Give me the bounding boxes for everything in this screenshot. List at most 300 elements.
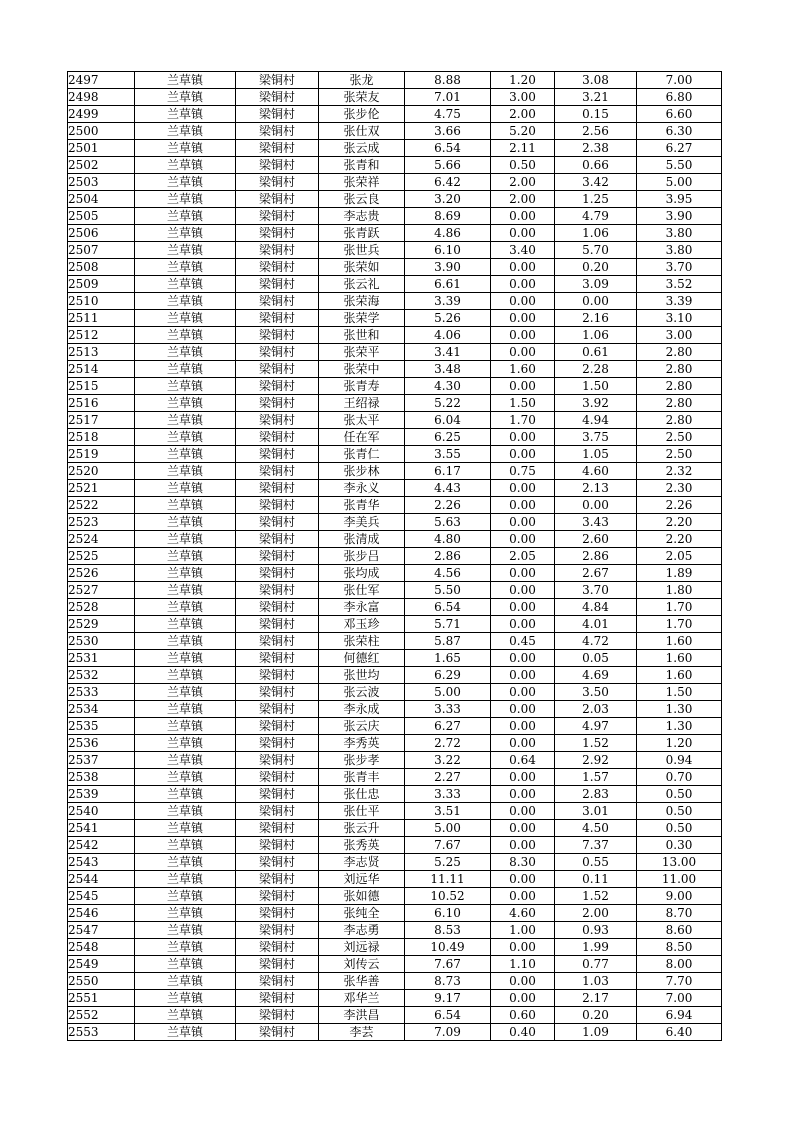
name-cell: 李永成: [319, 701, 405, 718]
value-cell-2: 0.64: [491, 752, 555, 769]
village-cell: 梁铜村: [236, 446, 319, 463]
table-row: [68, 259, 722, 276]
village-cell: 梁铜村: [236, 259, 319, 276]
table-row: [68, 395, 722, 412]
value-cell-3: 0.93: [555, 922, 637, 939]
value-cell-3: 0.00: [555, 293, 637, 310]
name-cell: 张青和: [319, 157, 405, 174]
row-number: 2550: [68, 973, 135, 990]
value-cell-4: 5.00: [637, 174, 722, 191]
value-cell-2: 0.00: [491, 225, 555, 242]
village-cell: 梁铜村: [236, 123, 319, 140]
town-cell: 兰草镇: [135, 378, 236, 395]
name-cell: 张荣友: [319, 89, 405, 106]
table-row: [68, 310, 722, 327]
value-cell-1: 4.75: [405, 106, 491, 123]
name-cell: 张如德: [319, 888, 405, 905]
village-cell: 梁铜村: [236, 956, 319, 973]
value-cell-4: 8.50: [637, 939, 722, 956]
value-cell-3: 3.75: [555, 429, 637, 446]
table-row: [68, 497, 722, 514]
table-body: [68, 72, 722, 1041]
town-cell: 兰草镇: [135, 667, 236, 684]
value-cell-2: 1.10: [491, 956, 555, 973]
name-cell: 何德红: [319, 650, 405, 667]
value-cell-3: 1.52: [555, 735, 637, 752]
name-cell: 张步吕: [319, 548, 405, 565]
village-cell: 梁铜村: [236, 72, 319, 89]
town-cell: 兰草镇: [135, 412, 236, 429]
name-cell: 李志勇: [319, 922, 405, 939]
town-cell: 兰草镇: [135, 786, 236, 803]
row-number: 2497: [68, 72, 135, 89]
value-cell-3: 1.06: [555, 327, 637, 344]
value-cell-4: 2.26: [637, 497, 722, 514]
town-cell: 兰草镇: [135, 293, 236, 310]
table-row: [68, 106, 722, 123]
village-cell: 梁铜村: [236, 667, 319, 684]
value-cell-3: 3.09: [555, 276, 637, 293]
value-cell-4: 1.89: [637, 565, 722, 582]
value-cell-4: 7.70: [637, 973, 722, 990]
row-number: 2549: [68, 956, 135, 973]
value-cell-2: 1.50: [491, 395, 555, 412]
value-cell-4: 6.60: [637, 106, 722, 123]
value-cell-3: 2.56: [555, 123, 637, 140]
value-cell-2: 0.00: [491, 735, 555, 752]
table-row: [68, 633, 722, 650]
value-cell-1: 2.27: [405, 769, 491, 786]
name-cell: 李秀英: [319, 735, 405, 752]
name-cell: 张仕忠: [319, 786, 405, 803]
village-cell: 梁铜村: [236, 497, 319, 514]
town-cell: 兰草镇: [135, 242, 236, 259]
village-cell: 梁铜村: [236, 514, 319, 531]
value-cell-4: 3.10: [637, 310, 722, 327]
town-cell: 兰草镇: [135, 956, 236, 973]
row-number: 2548: [68, 939, 135, 956]
value-cell-1: 5.50: [405, 582, 491, 599]
value-cell-3: 0.05: [555, 650, 637, 667]
table-row: [68, 72, 722, 89]
row-number: 2523: [68, 514, 135, 531]
village-cell: 梁铜村: [236, 395, 319, 412]
value-cell-2: 3.40: [491, 242, 555, 259]
table-row: [68, 582, 722, 599]
value-cell-4: 3.80: [637, 242, 722, 259]
value-cell-4: 3.80: [637, 225, 722, 242]
village-cell: 梁铜村: [236, 837, 319, 854]
value-cell-4: 2.20: [637, 531, 722, 548]
village-cell: 梁铜村: [236, 939, 319, 956]
value-cell-4: 2.80: [637, 412, 722, 429]
value-cell-4: 8.70: [637, 905, 722, 922]
value-cell-4: 0.30: [637, 837, 722, 854]
value-cell-2: 0.00: [491, 650, 555, 667]
town-cell: 兰草镇: [135, 89, 236, 106]
row-number: 2539: [68, 786, 135, 803]
value-cell-3: 3.43: [555, 514, 637, 531]
value-cell-4: 2.32: [637, 463, 722, 480]
value-cell-2: 0.00: [491, 701, 555, 718]
value-cell-4: 1.30: [637, 718, 722, 735]
value-cell-1: 3.39: [405, 293, 491, 310]
value-cell-3: 2.00: [555, 905, 637, 922]
town-cell: 兰草镇: [135, 701, 236, 718]
table-row: [68, 1007, 722, 1024]
value-cell-3: 2.92: [555, 752, 637, 769]
name-cell: 张青华: [319, 497, 405, 514]
village-cell: 梁铜村: [236, 531, 319, 548]
village-cell: 梁铜村: [236, 565, 319, 582]
name-cell: 刘远华: [319, 871, 405, 888]
row-number: 2531: [68, 650, 135, 667]
table-row: [68, 599, 722, 616]
name-cell: 邓华兰: [319, 990, 405, 1007]
village-cell: 梁铜村: [236, 378, 319, 395]
value-cell-2: 0.00: [491, 497, 555, 514]
village-cell: 梁铜村: [236, 327, 319, 344]
value-cell-3: 1.99: [555, 939, 637, 956]
value-cell-1: 1.65: [405, 650, 491, 667]
village-cell: 梁铜村: [236, 208, 319, 225]
name-cell: 张龙: [319, 72, 405, 89]
value-cell-4: 7.00: [637, 990, 722, 1007]
value-cell-2: 1.00: [491, 922, 555, 939]
value-cell-2: 0.00: [491, 531, 555, 548]
village-cell: 梁铜村: [236, 361, 319, 378]
value-cell-4: 9.00: [637, 888, 722, 905]
village-cell: 梁铜村: [236, 718, 319, 735]
value-cell-2: 1.20: [491, 72, 555, 89]
value-cell-2: 0.00: [491, 718, 555, 735]
value-cell-1: 4.80: [405, 531, 491, 548]
value-cell-3: 7.37: [555, 837, 637, 854]
name-cell: 李志贤: [319, 854, 405, 871]
table-row: [68, 973, 722, 990]
name-cell: 张步孝: [319, 752, 405, 769]
village-cell: 梁铜村: [236, 480, 319, 497]
village-cell: 梁铜村: [236, 905, 319, 922]
name-cell: 张云升: [319, 820, 405, 837]
table-row: [68, 293, 722, 310]
table-row: [68, 871, 722, 888]
village-cell: 梁铜村: [236, 616, 319, 633]
row-number: 2499: [68, 106, 135, 123]
town-cell: 兰草镇: [135, 582, 236, 599]
table-row: [68, 786, 722, 803]
value-cell-3: 4.60: [555, 463, 637, 480]
value-cell-2: 0.00: [491, 786, 555, 803]
village-cell: 梁铜村: [236, 973, 319, 990]
name-cell: 张纯全: [319, 905, 405, 922]
value-cell-4: 3.95: [637, 191, 722, 208]
value-cell-4: 8.00: [637, 956, 722, 973]
value-cell-1: 3.66: [405, 123, 491, 140]
value-cell-3: 2.03: [555, 701, 637, 718]
row-number: 2517: [68, 412, 135, 429]
table-row: [68, 1024, 722, 1041]
value-cell-4: 2.80: [637, 361, 722, 378]
row-number: 2511: [68, 310, 135, 327]
table-row: [68, 242, 722, 259]
name-cell: 李永义: [319, 480, 405, 497]
table-row: [68, 939, 722, 956]
value-cell-1: 3.48: [405, 361, 491, 378]
name-cell: 邓玉珍: [319, 616, 405, 633]
table-row: [68, 174, 722, 191]
value-cell-2: 0.00: [491, 565, 555, 582]
village-cell: 梁铜村: [236, 803, 319, 820]
value-cell-1: 7.01: [405, 89, 491, 106]
village-cell: 梁铜村: [236, 242, 319, 259]
value-cell-3: 0.20: [555, 259, 637, 276]
town-cell: 兰草镇: [135, 616, 236, 633]
value-cell-3: 1.57: [555, 769, 637, 786]
value-cell-2: 0.00: [491, 769, 555, 786]
value-cell-4: 7.00: [637, 72, 722, 89]
name-cell: 张荣海: [319, 293, 405, 310]
value-cell-3: 1.09: [555, 1024, 637, 1041]
table-row: [68, 276, 722, 293]
village-cell: 梁铜村: [236, 650, 319, 667]
value-cell-3: 3.42: [555, 174, 637, 191]
village-cell: 梁铜村: [236, 990, 319, 1007]
name-cell: 张华善: [319, 973, 405, 990]
value-cell-2: 0.00: [491, 582, 555, 599]
town-cell: 兰草镇: [135, 327, 236, 344]
value-cell-3: 4.79: [555, 208, 637, 225]
row-number: 2541: [68, 820, 135, 837]
town-cell: 兰草镇: [135, 72, 236, 89]
village-cell: 梁铜村: [236, 1007, 319, 1024]
row-number: 2538: [68, 769, 135, 786]
name-cell: 张清成: [319, 531, 405, 548]
village-cell: 梁铜村: [236, 310, 319, 327]
row-number: 2551: [68, 990, 135, 1007]
town-cell: 兰草镇: [135, 497, 236, 514]
value-cell-4: 13.00: [637, 854, 722, 871]
village-cell: 梁铜村: [236, 463, 319, 480]
value-cell-4: 0.50: [637, 786, 722, 803]
value-cell-2: 8.30: [491, 854, 555, 871]
value-cell-2: 0.00: [491, 259, 555, 276]
table-row: [68, 854, 722, 871]
value-cell-1: 6.61: [405, 276, 491, 293]
table-row: [68, 803, 722, 820]
value-cell-4: 2.80: [637, 378, 722, 395]
value-cell-4: 1.70: [637, 599, 722, 616]
name-cell: 张荣柱: [319, 633, 405, 650]
value-cell-4: 2.20: [637, 514, 722, 531]
row-number: 2509: [68, 276, 135, 293]
row-number: 2528: [68, 599, 135, 616]
town-cell: 兰草镇: [135, 208, 236, 225]
value-cell-2: 4.60: [491, 905, 555, 922]
value-cell-4: 1.50: [637, 684, 722, 701]
name-cell: 李永富: [319, 599, 405, 616]
value-cell-2: 0.50: [491, 157, 555, 174]
village-cell: 梁铜村: [236, 888, 319, 905]
table-row: [68, 956, 722, 973]
value-cell-3: 2.13: [555, 480, 637, 497]
row-number: 2521: [68, 480, 135, 497]
value-cell-1: 6.10: [405, 905, 491, 922]
value-cell-4: 1.30: [637, 701, 722, 718]
value-cell-3: 2.28: [555, 361, 637, 378]
value-cell-1: 6.42: [405, 174, 491, 191]
row-number: 2537: [68, 752, 135, 769]
value-cell-2: 0.40: [491, 1024, 555, 1041]
name-cell: 张世均: [319, 667, 405, 684]
table-row: [68, 89, 722, 106]
row-number: 2552: [68, 1007, 135, 1024]
table-row: [68, 888, 722, 905]
value-cell-1: 5.87: [405, 633, 491, 650]
row-number: 2536: [68, 735, 135, 752]
town-cell: 兰草镇: [135, 939, 236, 956]
village-cell: 梁铜村: [236, 922, 319, 939]
value-cell-3: 3.50: [555, 684, 637, 701]
value-cell-1: 7.67: [405, 837, 491, 854]
value-cell-3: 2.60: [555, 531, 637, 548]
value-cell-4: 0.50: [637, 803, 722, 820]
town-cell: 兰草镇: [135, 633, 236, 650]
row-number: 2547: [68, 922, 135, 939]
value-cell-1: 3.22: [405, 752, 491, 769]
table-row: [68, 820, 722, 837]
value-cell-4: 2.05: [637, 548, 722, 565]
town-cell: 兰草镇: [135, 140, 236, 157]
table-row: [68, 463, 722, 480]
value-cell-3: 4.69: [555, 667, 637, 684]
value-cell-2: 0.00: [491, 378, 555, 395]
village-cell: 梁铜村: [236, 548, 319, 565]
table-row: [68, 548, 722, 565]
value-cell-4: 1.60: [637, 650, 722, 667]
value-cell-2: 0.00: [491, 616, 555, 633]
table-row: [68, 327, 722, 344]
name-cell: 张青丰: [319, 769, 405, 786]
village-cell: 梁铜村: [236, 429, 319, 446]
value-cell-2: 0.00: [491, 684, 555, 701]
town-cell: 兰草镇: [135, 599, 236, 616]
town-cell: 兰草镇: [135, 344, 236, 361]
name-cell: 李芸: [319, 1024, 405, 1041]
value-cell-1: 4.56: [405, 565, 491, 582]
household-table: [67, 71, 722, 1041]
value-cell-1: 4.43: [405, 480, 491, 497]
village-cell: 梁铜村: [236, 344, 319, 361]
value-cell-1: 5.00: [405, 684, 491, 701]
value-cell-4: 3.52: [637, 276, 722, 293]
village-cell: 梁铜村: [236, 752, 319, 769]
value-cell-2: 0.00: [491, 990, 555, 1007]
table-row: [68, 718, 722, 735]
value-cell-3: 0.61: [555, 344, 637, 361]
town-cell: 兰草镇: [135, 514, 236, 531]
table-row: [68, 378, 722, 395]
value-cell-1: 6.17: [405, 463, 491, 480]
value-cell-1: 6.10: [405, 242, 491, 259]
town-cell: 兰草镇: [135, 888, 236, 905]
value-cell-2: 3.00: [491, 89, 555, 106]
row-number: 2534: [68, 701, 135, 718]
value-cell-4: 1.70: [637, 616, 722, 633]
value-cell-1: 10.52: [405, 888, 491, 905]
value-cell-1: 5.66: [405, 157, 491, 174]
table-row: [68, 769, 722, 786]
town-cell: 兰草镇: [135, 820, 236, 837]
name-cell: 张步伦: [319, 106, 405, 123]
table-row: [68, 140, 722, 157]
table-row: [68, 208, 722, 225]
village-cell: 梁铜村: [236, 786, 319, 803]
value-cell-1: 5.71: [405, 616, 491, 633]
value-cell-4: 2.80: [637, 395, 722, 412]
value-cell-2: 1.60: [491, 361, 555, 378]
row-number: 2542: [68, 837, 135, 854]
row-number: 2503: [68, 174, 135, 191]
row-number: 2515: [68, 378, 135, 395]
name-cell: 刘远禄: [319, 939, 405, 956]
name-cell: 张青寿: [319, 378, 405, 395]
row-number: 2526: [68, 565, 135, 582]
table-row: [68, 123, 722, 140]
name-cell: 张荣中: [319, 361, 405, 378]
name-cell: 张云礼: [319, 276, 405, 293]
name-cell: 张仕平: [319, 803, 405, 820]
value-cell-4: 5.50: [637, 157, 722, 174]
town-cell: 兰草镇: [135, 684, 236, 701]
value-cell-3: 3.70: [555, 582, 637, 599]
row-number: 2553: [68, 1024, 135, 1041]
value-cell-1: 8.69: [405, 208, 491, 225]
value-cell-2: 0.00: [491, 480, 555, 497]
value-cell-2: 0.00: [491, 973, 555, 990]
name-cell: 张云波: [319, 684, 405, 701]
row-number: 2501: [68, 140, 135, 157]
value-cell-4: 2.30: [637, 480, 722, 497]
town-cell: 兰草镇: [135, 259, 236, 276]
row-number: 2520: [68, 463, 135, 480]
town-cell: 兰草镇: [135, 854, 236, 871]
value-cell-1: 5.26: [405, 310, 491, 327]
village-cell: 梁铜村: [236, 89, 319, 106]
value-cell-2: 0.45: [491, 633, 555, 650]
row-number: 2512: [68, 327, 135, 344]
town-cell: 兰草镇: [135, 276, 236, 293]
value-cell-3: 1.06: [555, 225, 637, 242]
table-row: [68, 361, 722, 378]
value-cell-1: 6.54: [405, 599, 491, 616]
row-number: 2514: [68, 361, 135, 378]
value-cell-4: 6.27: [637, 140, 722, 157]
table-row: [68, 225, 722, 242]
name-cell: 张荣平: [319, 344, 405, 361]
value-cell-1: 3.33: [405, 701, 491, 718]
value-cell-2: 1.70: [491, 412, 555, 429]
row-number: 2540: [68, 803, 135, 820]
value-cell-1: 4.86: [405, 225, 491, 242]
name-cell: 任在军: [319, 429, 405, 446]
row-number: 2513: [68, 344, 135, 361]
value-cell-2: 0.60: [491, 1007, 555, 1024]
name-cell: 张仕军: [319, 582, 405, 599]
value-cell-1: 3.41: [405, 344, 491, 361]
row-number: 2524: [68, 531, 135, 548]
town-cell: 兰草镇: [135, 769, 236, 786]
